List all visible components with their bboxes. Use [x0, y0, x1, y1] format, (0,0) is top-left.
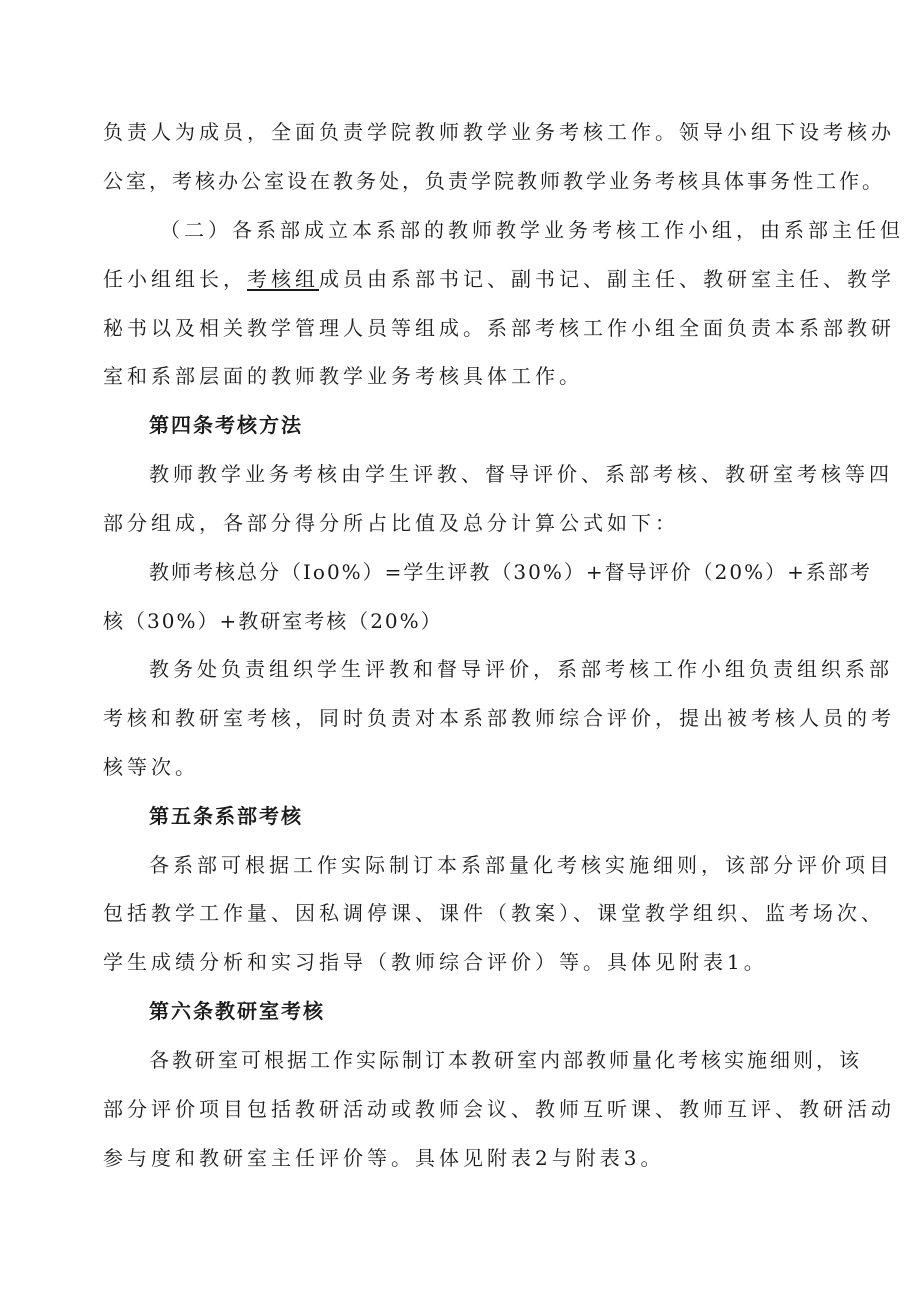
paragraph-line: 部分评价项目包括教研活动或教师会议、教师互听课、教师互评、教研活动: [103, 1097, 895, 1121]
paragraph-line: [103, 255, 920, 303]
paragraph-line: 核等次。: [103, 755, 199, 779]
paragraph-line: 公室，考核办公室设在教务处，负责学院教师教学业务考核具体事务性工作。: [103, 169, 885, 193]
text-segment: 任小组组长，: [103, 267, 247, 291]
paragraph-line: 学生成绩分析和实习指导（教师综合评价）等。具体见附表1。: [103, 950, 768, 974]
text-segment: 成员由系部书记、副书记、副主任、教研室主任、教学: [319, 267, 895, 291]
paragraph-line: 负责人为成员，全面负责学院教师教学业务考核工作。领导小组下设考核办: [103, 120, 895, 144]
paragraph-line: 秘书以及相关教学管理人员等组成。系部考核工作小组全面负责本系部教研: [103, 316, 895, 340]
formula-line: 核（30%）+教研室考核（20%）: [103, 609, 443, 633]
paragraph-line: 部分组成，各部分得分所占比值及总分计算公式如下：: [103, 511, 679, 535]
formula-line: 教师考核总分（Io0%）=学生评教（30%）+督导评价（20%）+系部考: [149, 560, 872, 584]
paragraph-line: 教务处负责组织学生评教和督导评价，系部考核工作小组负责组织系部: [149, 657, 893, 681]
section-heading-article-4: 第四条考核方法: [149, 413, 303, 437]
paragraph-line: 各教研室可根据工作实际制订本教研室内部教师量化考核实施细则，该: [149, 1048, 862, 1072]
section-heading-article-5: 第五条系部考核: [149, 804, 303, 828]
paragraph-line: 各系部可根据工作实际制订本系部量化考核实施细则，该部分评价项目: [149, 853, 893, 877]
paragraph-line: 教师教学业务考核由学生评教、督导评价、系部考核、教研室考核等四: [149, 462, 893, 486]
paragraph-line: （二）各系部成立本系部的教师教学业务考核工作小组，由系部主任但: [160, 218, 904, 242]
underlined-term: 考核组: [247, 267, 319, 291]
paragraph-line: 参与度和教研室主任评价等。具体见附表2与附表3。: [103, 1146, 665, 1170]
paragraph-line: 包括教学工作量、因私调停课、课件（教案）、课堂教学组织、监考场次、: [103, 901, 885, 925]
paragraph-line: 考核和教研室考核，同时负责对本系部教师综合评价，提出被考核人员的考: [103, 706, 895, 730]
paragraph-line: 室和系部层面的教师教学业务考核具体工作。: [103, 364, 583, 388]
section-heading-article-6: 第六条教研室考核: [149, 999, 325, 1023]
